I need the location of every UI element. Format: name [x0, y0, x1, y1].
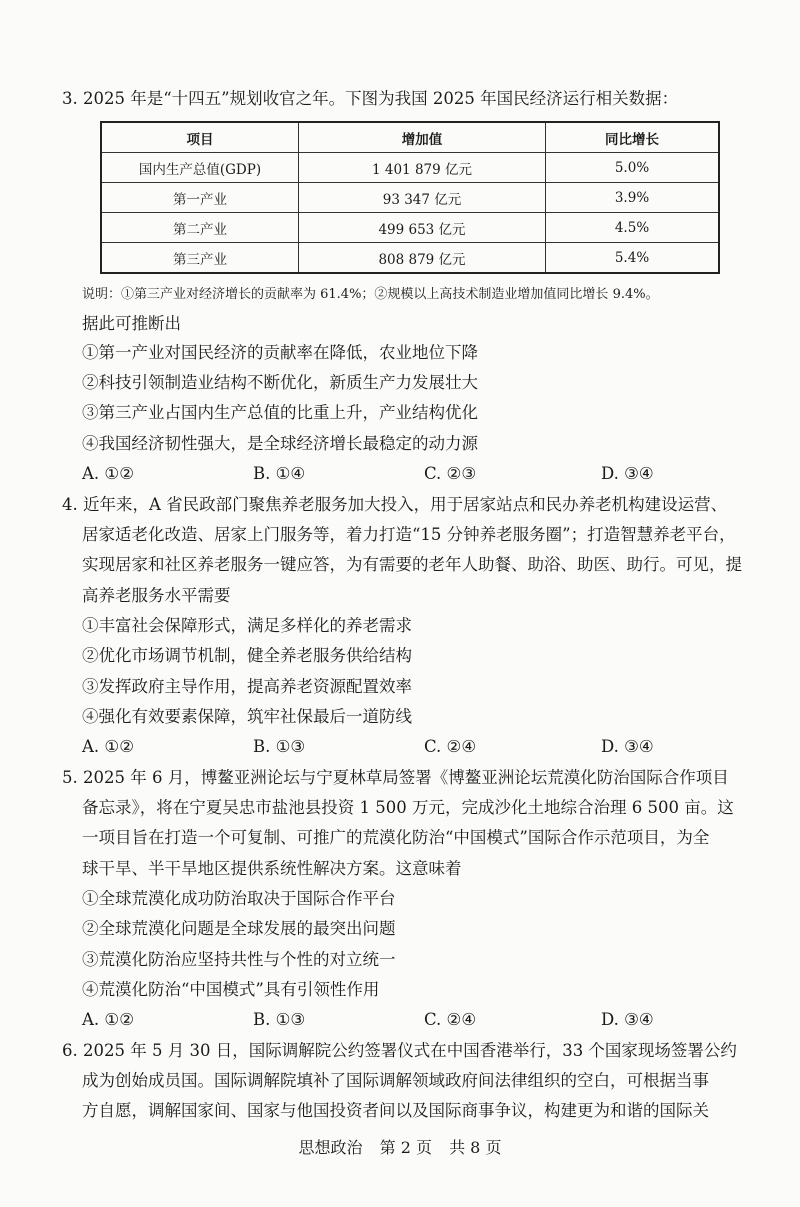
option-c[interactable]: C. ②④ — [424, 737, 477, 756]
table-cell: 5.4% — [546, 243, 720, 274]
q4-stem-line: 居家适老化改造、居家上门服务等，着力打造“15 分钟养老服务圈”；打造智慧养老平台， — [82, 525, 736, 544]
q5-stem-line: 球干旱、半干旱地区提供系统性解决方案。这意味着 — [82, 859, 462, 878]
option-b[interactable]: B. ①③ — [253, 1010, 306, 1029]
table-cell: 499 653 亿元 — [299, 213, 546, 243]
q5-stem-line: 5. 2025 年 6 月，博鳌亚洲论坛与宁夏林草局签署《博鳌亚洲论坛荒漠化防治国际合作项目 — [62, 768, 729, 787]
footer-page-number: 第 2 页 — [379, 1138, 432, 1157]
table-row — [101, 183, 719, 213]
option-a[interactable]: A. ①② — [82, 464, 134, 483]
q6-stem-line: 成为创始成员国。国际调解院填补了国际调解领域政府间法律组织的空白，可根据当事 — [82, 1071, 709, 1090]
footer-total-pages: 共 8 页 — [449, 1138, 502, 1157]
option-c[interactable]: C. ②③ — [424, 464, 477, 483]
q5-item: ④荒漠化防治“中国模式”具有引领性作用 — [82, 980, 380, 999]
q6-stem-line: 方自愿，调解国家间、国家与他国投资者间以及国际商事争议，构建更为和谐的国际关 — [82, 1101, 709, 1120]
page-footer — [0, 1135, 800, 1158]
table-cell: 第二产业 — [101, 213, 299, 243]
table-header-cell: 项目 — [101, 122, 299, 153]
table-cell: 1 401 879 亿元 — [299, 153, 546, 183]
q3-item: ②科技引领制造业结构不断优化，新质生产力发展壮大 — [82, 373, 478, 392]
table-cell: 第三产业 — [101, 243, 299, 274]
q3-stem: 3. 2025 年是“十四五”规划收官之年。下图为我国 2025 年国民经济运行相关数据： — [62, 89, 679, 108]
table-cell: 3.9% — [546, 183, 720, 213]
q5-stem-line: 备忘录》，将在宁夏吴忠市盐池县投资 1 500 万元，完成沙化土地综合治理 6 500 亩。这 — [82, 798, 734, 817]
option-b[interactable]: B. ①③ — [253, 737, 306, 756]
gdp-table — [100, 121, 720, 274]
option-d[interactable]: D. ③④ — [601, 1010, 654, 1029]
q3-item: ①第一产业对国民经济的贡献率在降低，农业地位下降 — [82, 343, 478, 362]
table-row — [101, 213, 719, 243]
table-cell: 5.0% — [546, 153, 720, 183]
table-header-row — [101, 122, 719, 153]
q4-item: ②优化市场调节机制，健全养老服务供给结构 — [82, 646, 412, 665]
q4-stem-line: 实现居家和社区养老服务一键应答，为有需要的老年人助餐、助浴、助医、助行。可见，提 — [82, 555, 742, 574]
table-cell: 第一产业 — [101, 183, 299, 213]
table-row — [101, 153, 719, 183]
table-cell: 4.5% — [546, 213, 720, 243]
footer-subject: 思想政治 — [298, 1138, 363, 1157]
q5-item: ①全球荒漠化成功防治取决于国际合作平台 — [82, 889, 396, 908]
q3-item: ③第三产业占国内生产总值的比重上升，产业结构优化 — [82, 403, 478, 422]
q5-item: ③荒漠化防治应坚持共性与个性的对立统一 — [82, 950, 396, 969]
q3-item: ④我国经济韧性强大，是全球经济增长最稳定的动力源 — [82, 434, 478, 453]
table-row — [101, 243, 719, 274]
q5-item: ②全球荒漠化问题是全球发展的最突出问题 — [82, 919, 396, 938]
option-d[interactable]: D. ③④ — [601, 737, 654, 756]
table-cell: 国内生产总值(GDP) — [101, 153, 299, 183]
table-header-cell: 增加值 — [299, 122, 546, 153]
option-b[interactable]: B. ①④ — [253, 464, 306, 483]
option-a[interactable]: A. ①② — [82, 1010, 134, 1029]
option-a[interactable]: A. ①② — [82, 737, 134, 756]
table-header-cell: 同比增长 — [546, 122, 720, 153]
option-d[interactable]: D. ③④ — [601, 464, 654, 483]
q4-item: ③发挥政府主导作用，提高养老资源配置效率 — [82, 677, 412, 696]
q4-item: ④强化有效要素保障，筑牢社保最后一道防线 — [82, 707, 412, 726]
q4-stem-line: 4. 近年来，A 省民政部门聚焦养老服务加大投入，用于居家站点和民办养老机构建设运营、 — [62, 495, 728, 514]
q6-stem-line: 6. 2025 年 5 月 30 日，国际调解院公约签署仪式在中国香港举行，33 个国家现场签署公约 — [62, 1041, 737, 1060]
q4-stem-line: 高养老服务水平需要 — [82, 586, 231, 605]
table-cell: 808 879 亿元 — [299, 243, 546, 274]
table-cell: 93 347 亿元 — [299, 183, 546, 213]
q4-item: ①丰富社会保障形式，满足多样化的养老需求 — [82, 616, 412, 635]
q5-stem-line: 一项目旨在打造一个可复制、可推广的荒漠化防治“中国模式”国际合作示范项目，为全 — [82, 828, 710, 847]
option-c[interactable]: C. ②④ — [424, 1010, 477, 1029]
q3-note: 说明：①第三产业对经济增长的贡献率为 61.4%；②规模以上高技术制造业增加值同比增长 9.4%。 — [82, 287, 659, 302]
q3-prompt: 据此可推断出 — [82, 314, 181, 333]
